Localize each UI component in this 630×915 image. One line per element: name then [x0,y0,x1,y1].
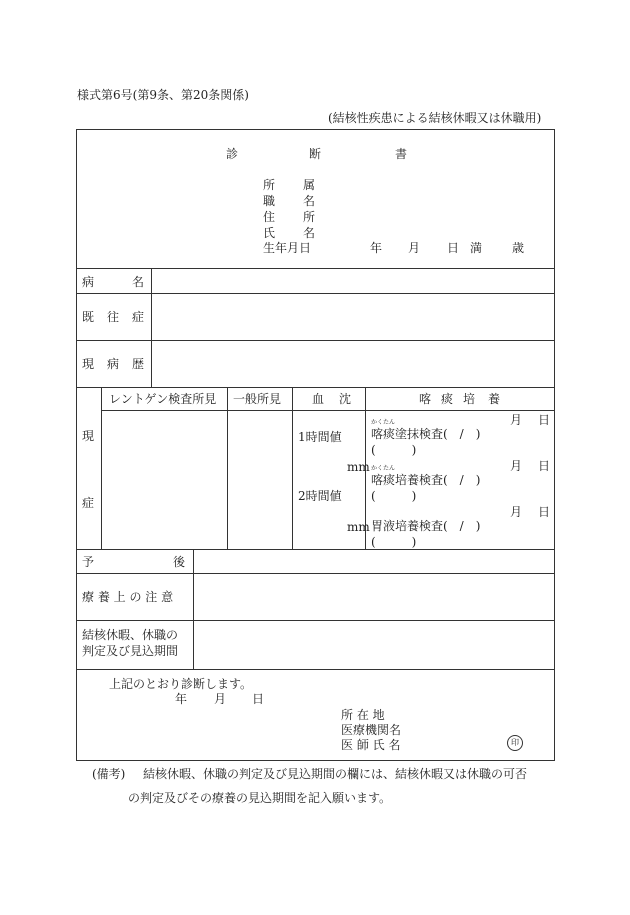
row-divider [76,620,555,621]
col-divider [193,549,194,669]
name-label: 氏 [263,226,276,240]
month-unit: 月 [510,413,523,427]
esr-2h: 2時間値 [298,489,342,503]
birthdate-label: 生年月日 [263,241,312,255]
birthdate-unit: 満 [470,241,483,255]
row-divider [76,573,555,574]
disease-name-label: 病 [82,275,95,289]
form-subtitle: (結核性疾患による結核休暇又は休職用) [328,111,542,125]
day-unit: 日 [538,459,551,473]
past-history-label: 症 [132,310,145,324]
diagnosis-form-table [76,129,555,761]
present-history-label: 歴 [132,357,145,371]
past-history-label: 往 [107,310,120,324]
esr-header: 血 [312,392,325,406]
birthdate-unit: 年 [370,241,383,255]
cert-date-unit: 年 [175,692,188,706]
day-unit: 日 [538,413,551,427]
disease-name-label: 名 [132,275,145,289]
cert-date-unit: 日 [252,692,265,706]
title-char: 診 [226,147,239,161]
gastric-culture-test: 胃液培養検査( / ) [371,519,481,533]
cert-date-unit: 月 [214,692,227,706]
affiliation-label: 所 [263,178,276,192]
affiliation-label: 属 [303,178,316,192]
sputum-culture-header: 培 [463,392,476,406]
sputum-culture-header: 養 [488,392,501,406]
sputum-culture-header: 痰 [441,392,454,406]
month-unit: 月 [510,505,523,519]
title-char: 書 [395,147,408,161]
current-symptoms-label: 症 [82,496,95,510]
birthdate-unit: 月 [408,241,421,255]
row-divider [76,669,555,670]
col-divider [101,387,102,549]
title-char: 断 [309,147,322,161]
address-label: 住 [263,210,276,224]
esr-header: 沈 [339,392,352,406]
position-label: 名 [303,194,316,208]
remarks-line: の判定及びその療養の見込期間を記入願います。 [128,791,392,805]
sputum-culture-test: 喀痰培養検査( / ) [371,473,481,487]
institution-label: 医療機関名 [341,723,402,737]
ruby-kakutan: かくたん [371,419,396,426]
month-unit: 月 [510,459,523,473]
present-history-label: 病 [107,357,120,371]
esr-unit: mm [347,460,370,474]
row-divider [76,268,555,269]
result-blank: ( ) [371,535,417,549]
doctor-name-label: 医 師 氏 名 [341,738,401,752]
position-label: 職 [263,194,276,208]
prognosis-label: 後 [173,555,186,569]
leave-judgment-label: 判定及び見込期間 [82,644,179,658]
birthdate-unit: 日 [447,241,460,255]
care-notes-label: 療 養 上 の 注 意 [82,590,174,604]
row-divider [101,410,555,411]
col-divider [227,387,228,549]
col-divider [151,268,152,387]
location-label: 所 在 地 [341,708,385,722]
remarks-label: (備考) [92,767,126,781]
address-label: 所 [303,210,316,224]
birthdate-unit: 歳 [512,241,525,255]
result-blank: ( ) [371,443,417,457]
name-label: 名 [303,226,316,240]
day-unit: 日 [538,505,551,519]
row-divider [76,340,555,341]
row-divider [76,549,555,550]
result-blank: ( ) [371,489,417,503]
esr-1h: 1時間値 [298,430,342,444]
esr-unit: mm [347,520,370,534]
current-symptoms-label: 現 [82,429,95,443]
prognosis-label: 予 [82,555,95,569]
leave-judgment-label: 結核休暇、休職の [82,628,179,642]
certification-statement: 上記のとおり診断します。 [109,677,253,691]
row-divider [76,387,555,388]
remarks-line: 結核休暇、休職の判定及び見込期間の欄には、結核休暇又は休職の可否 [143,767,528,781]
row-divider [76,293,555,294]
present-history-label: 現 [82,357,95,371]
col-divider [292,387,293,549]
past-history-label: 既 [82,310,95,324]
ruby-kakutan: かくたん [371,465,396,472]
seal-mark: 印 [507,735,523,751]
form-number: 様式第6号(第9条、第20条関係) [77,88,249,102]
xray-header: レントゲン検査所見 [109,392,217,406]
sputum-culture-header: 喀 [419,392,432,406]
general-findings-header: 一般所見 [233,392,282,406]
sputum-smear-test: 喀痰塗抹検査( / ) [371,427,481,441]
